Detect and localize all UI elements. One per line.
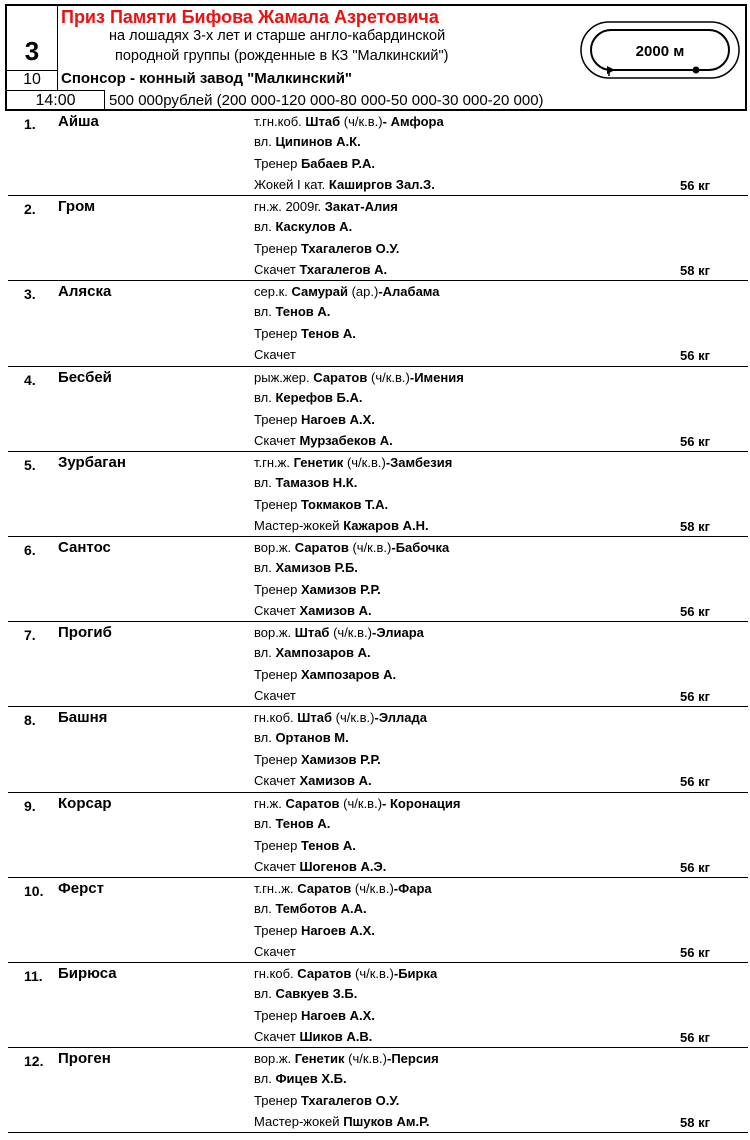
runner-row: [8, 111, 748, 196]
pedigree-separator: -: [374, 710, 379, 726]
trainer-name: Нагоев А.Х.: [300, 922, 375, 938]
sire-name: Саратов: [297, 880, 352, 896]
trainer-name: Нагоев А.Х.: [300, 1007, 375, 1023]
trainer-name: Тенов А.: [300, 326, 356, 342]
owner-label: вл.: [254, 389, 272, 405]
horse-color-sex: гн.коб.: [254, 710, 294, 726]
jockey-name: Тхагалегов А.: [299, 262, 388, 278]
sire-breed: (ч/к.в.): [346, 454, 386, 470]
jockey-label: Скачет: [254, 773, 296, 789]
runner-row: [8, 622, 748, 707]
jockey-label: Скачет: [254, 602, 296, 618]
trainer-name: Нагоев А.Х.: [300, 411, 375, 427]
owner-name: Савкуев З.Б.: [275, 985, 358, 1001]
jockey-line: [254, 1114, 429, 1130]
field-count: 10: [7, 70, 58, 90]
horse-name: Аляска: [58, 283, 112, 301]
track-diagram: [579, 20, 741, 80]
runner-row: [8, 793, 748, 878]
sire-name: Генетик: [293, 454, 344, 470]
jockey-line: [254, 859, 386, 875]
jockey-label: Скачет: [254, 943, 296, 959]
jockey-label: Мастер-жокей: [254, 517, 340, 533]
race-time: 14:00: [7, 90, 105, 111]
owner-label: вл.: [254, 1071, 272, 1087]
jockey-label: Мастер-жокей: [254, 1114, 340, 1130]
jockey-line: [254, 433, 393, 449]
sire-name: Закат-Алия: [324, 199, 398, 215]
race-conditions-line2: породной группы (рожденные в КЗ "Малкинский"): [115, 48, 449, 64]
owner-name: Тамазов Н.К.: [275, 474, 358, 490]
trainer-line: [254, 156, 375, 172]
dam-name: Замбезия: [390, 454, 453, 470]
horse-color-sex: гн.ж. 2009г.: [254, 199, 322, 215]
trainer-line: [254, 412, 375, 428]
owner-name: Ортанов М.: [275, 730, 349, 746]
pedigree-separator: -: [382, 114, 391, 129]
trainer-label: Тренер: [254, 411, 298, 427]
pedigree-separator: -: [385, 454, 391, 470]
horse-name: Корсар: [58, 794, 112, 812]
horse-name: Башня: [58, 709, 108, 727]
sire-breed: (ч/к.в.): [335, 710, 375, 726]
owner-name: Хамизов Р.Б.: [275, 559, 358, 575]
pedigree: [254, 1051, 439, 1067]
jockey-label: Скачет: [254, 347, 296, 363]
sire-breed: (ч/к.в.): [352, 539, 392, 555]
sire-name: Штаб: [294, 625, 330, 641]
race-title: Приз Памяти Бифова Жамала Азретовича: [61, 7, 439, 27]
runner-number: 7.: [24, 627, 36, 644]
jockey-name: Пшуков Ам.Р.: [343, 1114, 430, 1130]
trainer-line: [254, 838, 356, 854]
trainer-label: Тренер: [254, 1093, 298, 1109]
runner-number: 10.: [24, 882, 44, 899]
horse-color-sex: сер.к.: [254, 284, 288, 300]
owner-name: Каскулов А.: [275, 219, 353, 235]
dam-name: Имения: [414, 369, 464, 385]
carried-weight: 56 кг: [680, 603, 710, 619]
pedigree: [254, 966, 437, 982]
owner-line: [254, 645, 371, 661]
horse-name: Сантос: [58, 538, 111, 556]
jockey-label: Скачет: [254, 688, 296, 704]
runner-row: [8, 878, 748, 963]
jockey-line: [254, 773, 372, 789]
horse-name: Проген: [58, 1050, 111, 1068]
owner-name: Тенов А.: [275, 304, 331, 320]
jockey-line: [254, 177, 435, 193]
owner-label: вл.: [254, 219, 272, 235]
horse-color-sex: гн.коб.: [254, 965, 294, 981]
jockey-line: [254, 518, 429, 534]
runner-number: 4.: [24, 371, 36, 388]
owner-label: вл.: [254, 474, 272, 490]
carried-weight: 58 кг: [680, 263, 710, 279]
pedigree: [254, 114, 444, 130]
dam-name: Алабама: [382, 284, 440, 300]
horse-name: Айша: [58, 113, 99, 130]
owner-label: вл.: [254, 985, 272, 1001]
jockey-line: [254, 603, 372, 619]
carried-weight: 56 кг: [680, 774, 710, 790]
jockey-label: Скачет: [254, 432, 296, 448]
runner-number: 11.: [24, 967, 43, 984]
sire-name: Саратов: [313, 369, 368, 385]
trainer-label: Тренер: [254, 496, 298, 512]
jockey-name: Шогенов А.Э.: [299, 858, 387, 874]
sire-breed: (ч/к.в.): [354, 880, 394, 896]
jockey-line: [254, 347, 296, 363]
runner-number: 3.: [24, 286, 36, 303]
carried-weight: 56 кг: [680, 178, 710, 193]
horse-color-sex: т.гн.коб.: [254, 114, 302, 129]
jockey-name: Шиков А.В.: [299, 1028, 373, 1044]
horse-name: Бесбей: [58, 368, 112, 386]
pedigree: [254, 540, 449, 556]
pedigree-separator: -: [371, 625, 377, 641]
horse-color-sex: рыж.жер.: [254, 369, 310, 385]
sire-name: Саратов: [294, 539, 349, 555]
runner-row: [8, 1048, 748, 1133]
owner-line: [254, 816, 330, 832]
sire-name: Саратов: [297, 965, 352, 981]
owner-line: [254, 560, 358, 576]
owner-line: [254, 1071, 347, 1087]
trainer-label: Тренер: [254, 156, 298, 171]
jockey-line: [254, 1029, 372, 1045]
prize-money: 500 000рублей (200 000-120 000-80 000-50 000-30 000-20 000): [109, 92, 544, 109]
owner-line: [254, 730, 349, 746]
runner-number: 6.: [24, 541, 36, 558]
sire-name: Штаб: [305, 114, 341, 129]
trainer-name: Хампозаров А.: [300, 667, 397, 683]
trainer-name: Токмаков Т.А.: [300, 496, 389, 512]
carried-weight: 56 кг: [680, 689, 710, 705]
sire-breed: (ч/к.в.): [343, 114, 383, 129]
jockey-label: Жокей I кат.: [254, 177, 326, 192]
horse-color-sex: вор.ж.: [254, 625, 292, 641]
trainer-name: Тенов А.: [300, 837, 356, 853]
runner-number: 9.: [24, 797, 36, 814]
dam-name: Фара: [398, 880, 432, 896]
horse-color-sex: т.гн.ж.: [254, 454, 290, 470]
runner-row: [8, 963, 748, 1048]
owner-line: [254, 986, 357, 1002]
sire-name: Самурай: [291, 284, 348, 300]
jockey-label: Скачет: [254, 262, 296, 278]
sire-name: Саратов: [285, 795, 340, 811]
owner-line: [254, 134, 361, 150]
pedigree: [254, 881, 432, 897]
carried-weight: 56 кг: [680, 944, 710, 960]
race-conditions-line1: на лошадях 3-х лет и старше англо-кабардинской: [109, 28, 446, 44]
runner-row: [8, 281, 748, 366]
runner-number: 12.: [24, 1053, 44, 1070]
horse-color-sex: гн.ж.: [254, 795, 282, 811]
horse-name: Ферст: [58, 879, 104, 897]
owner-label: вл.: [254, 134, 272, 149]
dam-name: Коронация: [390, 795, 461, 811]
owner-line: [254, 475, 357, 491]
trainer-line: [254, 1093, 399, 1109]
pedigree-separator: -: [409, 369, 415, 385]
trainer-name: Тхагалегов О.У.: [300, 1093, 400, 1109]
owner-label: вл.: [254, 815, 272, 831]
pedigree: [254, 625, 424, 641]
dam-name: Бирка: [398, 965, 438, 981]
owner-line: [254, 219, 352, 235]
trainer-name: Бабаев Р.А.: [300, 156, 375, 171]
runner-number: 8.: [24, 712, 36, 729]
runner-row: [8, 537, 748, 622]
trainer-label: Тренер: [254, 241, 298, 257]
trainer-line: [254, 582, 381, 598]
jockey-line: [254, 688, 296, 704]
jockey-line: [254, 262, 387, 278]
runner-number: 2.: [24, 201, 36, 218]
owner-line: [254, 901, 367, 917]
jockey-label: Скачет: [254, 1028, 296, 1044]
runner-row: [8, 707, 748, 792]
trainer-label: Тренер: [254, 752, 298, 768]
carried-weight: 58 кг: [680, 518, 710, 534]
pedigree: [254, 199, 398, 215]
carried-weight: 58 кг: [680, 1115, 710, 1131]
owner-line: [254, 390, 362, 406]
owner-name: Керефов Б.А.: [275, 389, 363, 405]
horse-color-sex: т.гн..ж.: [254, 880, 294, 896]
owner-label: вл.: [254, 730, 272, 746]
dam-name: Персия: [391, 1051, 439, 1067]
owner-name: Тенов А.: [275, 815, 331, 831]
trainer-line: [254, 1008, 375, 1024]
trainer-name: Хамизов Р.Р.: [300, 581, 381, 597]
jockey-name: Каширгов Зал.З.: [328, 177, 435, 192]
sire-name: Генетик: [294, 1051, 345, 1067]
carried-weight: 56 кг: [680, 859, 710, 875]
owner-name: Фицев Х.Б.: [275, 1071, 347, 1087]
distance-label: 2000 м: [635, 43, 685, 60]
owner-name: Хампозаров А.: [275, 645, 371, 661]
pedigree-separator: -: [378, 284, 383, 300]
owner-label: вл.: [254, 900, 272, 916]
dam-name: Амфора: [390, 114, 444, 129]
owner-name: Темботов А.А.: [275, 900, 367, 916]
trainer-label: Тренер: [254, 922, 298, 938]
jockey-name: Хамизов А.: [299, 773, 372, 789]
jockey-name: Хамизов А.: [299, 602, 372, 618]
horse-name: Гром: [58, 198, 96, 216]
trainer-name: Хамизов Р.Р.: [300, 752, 381, 768]
horse-color-sex: вор.ж.: [254, 1051, 292, 1067]
race-header: [5, 4, 747, 111]
owner-label: вл.: [254, 304, 272, 320]
carried-weight: 56 кг: [680, 433, 710, 449]
sire-breed: (ч/к.в.): [343, 795, 383, 811]
pedigree: [254, 710, 427, 726]
runner-row: [8, 452, 748, 537]
sire-breed: (ч/к.в.): [354, 965, 394, 981]
trainer-label: Тренер: [254, 581, 298, 597]
pedigree-separator: -: [391, 539, 396, 555]
pedigree: [254, 284, 439, 300]
pedigree-separator: -: [382, 795, 390, 811]
trainer-line: [254, 923, 375, 939]
sire-breed: (ч/к.в.): [370, 369, 410, 385]
trainer-label: Тренер: [254, 326, 298, 342]
runners-list: [8, 111, 748, 1133]
runner-row: [8, 367, 748, 452]
owner-label: вл.: [254, 645, 272, 661]
pedigree-separator: -: [393, 965, 399, 981]
runner-number: 1.: [24, 116, 36, 132]
owner-line: [254, 304, 330, 320]
dam-name: Бабочка: [395, 539, 450, 555]
sire-name: Штаб: [297, 710, 332, 726]
trainer-line: [254, 241, 399, 257]
jockey-line: [254, 944, 296, 960]
carried-weight: 56 кг: [680, 348, 710, 364]
pedigree-separator: -: [386, 1051, 392, 1067]
pedigree-separator: -: [393, 880, 399, 896]
horse-color-sex: вор.ж.: [254, 539, 292, 555]
pedigree: [254, 370, 464, 386]
horse-name: Прогиб: [58, 624, 112, 642]
sire-breed: (ар.): [351, 284, 379, 300]
trainer-label: Тренер: [254, 667, 298, 683]
horse-name: Бирюса: [58, 964, 117, 982]
trainer-line: [254, 326, 356, 342]
pedigree: [254, 796, 460, 812]
jockey-name: Мурзабеков А.: [299, 432, 393, 448]
runner-row: [8, 196, 748, 281]
runner-number: 5.: [24, 456, 36, 473]
sire-breed: (ч/к.в.): [348, 1051, 387, 1067]
owner-label: вл.: [254, 559, 272, 575]
sire-breed: (ч/к.в.): [333, 625, 372, 641]
dam-name: Элиара: [376, 625, 424, 641]
trainer-line: [254, 497, 388, 513]
race-sponsor: Спонсор - конный завод "Малкинский": [61, 70, 353, 87]
trainer-line: [254, 667, 396, 683]
trainer-line: [254, 752, 381, 768]
trainer-label: Тренер: [254, 1007, 298, 1023]
trainer-name: Тхагалегов О.У.: [300, 241, 400, 257]
race-number: 3: [7, 6, 58, 70]
horse-name: Зурбаган: [58, 453, 126, 471]
pedigree: [254, 455, 452, 471]
owner-name: Ципинов А.К.: [275, 134, 361, 149]
dam-name: Эллада: [378, 710, 427, 726]
trainer-label: Тренер: [254, 837, 298, 853]
jockey-name: Кажаров А.Н.: [343, 517, 429, 533]
jockey-label: Скачет: [254, 858, 296, 874]
carried-weight: 56 кг: [680, 1029, 710, 1045]
